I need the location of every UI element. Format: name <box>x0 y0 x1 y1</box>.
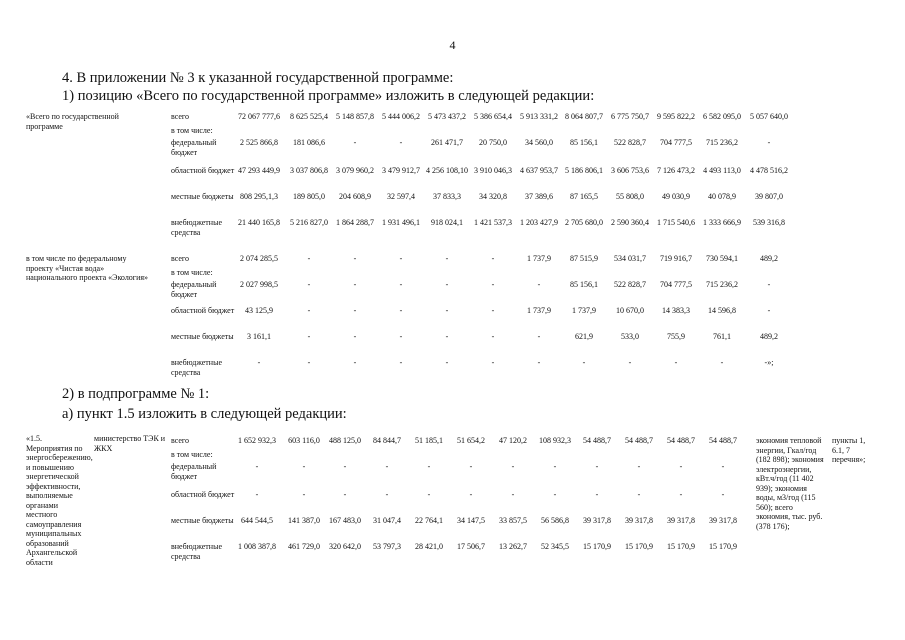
value-cell: 40 078,9 <box>708 192 736 201</box>
value-cell: 704 777,5 <box>660 138 692 147</box>
group-title: «Всего по государственной программе <box>26 112 119 131</box>
row-label: федеральный бюджет <box>171 462 217 481</box>
value-cell: 55 808,0 <box>616 192 644 201</box>
value-cell: - <box>385 462 389 471</box>
value-cell: 320 642,0 <box>329 542 361 551</box>
row-label: местные бюджеты <box>171 332 234 341</box>
value-cell: - <box>302 490 306 499</box>
value-cell: - <box>307 254 311 263</box>
value-cell: - <box>679 490 683 499</box>
value-cell: 31 047,4 <box>373 516 401 525</box>
value-cell: 2 525 866,8 <box>240 138 278 147</box>
value-cell: 47 120,2 <box>499 436 527 445</box>
row-label: федеральный бюджет <box>171 280 217 299</box>
value-cell: 167 483,0 <box>329 516 361 525</box>
value-cell: 20 750,0 <box>479 138 507 147</box>
value-cell: 5 057 640,0 <box>750 112 788 121</box>
value-cell: 37 833,3 <box>433 192 461 201</box>
value-cell: - <box>307 332 311 341</box>
value-cell: 3 079 960,2 <box>336 166 374 175</box>
row-label: в том числе: <box>171 268 213 277</box>
value-cell: 3 910 046,3 <box>474 166 512 175</box>
value-cell: 15 170,9 <box>709 542 737 551</box>
value-cell: 1 203 427,9 <box>520 218 558 227</box>
value-cell: - <box>343 490 347 499</box>
value-cell: 522 828,7 <box>614 280 646 289</box>
value-cell: - <box>767 280 771 289</box>
value-cell: - <box>511 490 515 499</box>
value-cell: 5 148 857,8 <box>336 112 374 121</box>
value-cell: 54 488,7 <box>709 436 737 445</box>
value-cell: 488 125,0 <box>329 436 361 445</box>
item-name: «1.5. Мероприятия по энергосбережению, и повышению энергетической эффективности, выполняемые органами местного самоуправления муниципальных образований Архангельской области <box>26 434 93 567</box>
value-cell: 15 170,9 <box>625 542 653 551</box>
row-label: внебюджетные средства <box>171 542 222 561</box>
value-cell: 6 775 750,7 <box>611 112 649 121</box>
value-cell: 8 064 807,7 <box>565 112 603 121</box>
value-cell: 730 594,1 <box>706 254 738 263</box>
value-cell: 1 931 496,1 <box>382 218 420 227</box>
value-cell: 4 256 108,10 <box>426 166 468 175</box>
group-title: в том числе по федеральному проекту «Чистая вода» национального проекта «Экология» <box>26 254 149 282</box>
value-cell: - <box>674 358 678 367</box>
value-cell: 39 807,0 <box>755 192 783 201</box>
value-cell: 14 596,8 <box>708 306 736 315</box>
value-cell: 84 844,7 <box>373 436 401 445</box>
value-cell: - <box>595 462 599 471</box>
value-cell: 54 488,7 <box>625 436 653 445</box>
value-cell: - <box>537 280 541 289</box>
value-cell: 3 606 753,6 <box>611 166 649 175</box>
value-cell: - <box>445 306 449 315</box>
value-cell: 85 156,1 <box>570 138 598 147</box>
value-cell: 87 165,5 <box>570 192 598 201</box>
value-cell: 1 333 666,9 <box>703 218 741 227</box>
instruction-subheading: 1) позицию «Всего по государственной программе» изложить в следующей редакции: <box>62 88 595 104</box>
value-cell: - <box>595 490 599 499</box>
value-cell: - <box>257 358 261 367</box>
row-label: федеральный бюджет <box>171 138 217 157</box>
value-cell: - <box>399 332 403 341</box>
page-number: 4 <box>449 38 456 52</box>
value-cell: - <box>353 332 357 341</box>
value-cell: 489,2 <box>760 332 778 341</box>
value-cell: 5 444 006,2 <box>382 112 420 121</box>
value-cell: - <box>537 332 541 341</box>
row-label: в том числе: <box>171 126 213 135</box>
value-cell: - <box>353 358 357 367</box>
value-cell: 2 705 680,0 <box>565 218 603 227</box>
value-cell: - <box>491 358 495 367</box>
value-cell: 141 387,0 <box>288 516 320 525</box>
value-cell: - <box>385 490 389 499</box>
row-label: областной бюджет <box>171 490 235 499</box>
value-cell: 15 170,9 <box>583 542 611 551</box>
value-cell: 704 777,5 <box>660 280 692 289</box>
value-cell: 1 737,9 <box>527 306 551 315</box>
value-cell: 52 345,5 <box>541 542 569 551</box>
value-cell: 533,0 <box>621 332 639 341</box>
value-cell: 489,2 <box>760 254 778 263</box>
value-cell: - <box>582 358 586 367</box>
value-cell: 181 086,6 <box>293 138 325 147</box>
program-points: пункты 1, 6.1, 7 перечня»; <box>832 436 866 464</box>
value-cell: 761,1 <box>713 332 731 341</box>
value-cell: 39 317,8 <box>583 516 611 525</box>
value-cell: - <box>255 462 259 471</box>
value-cell: 2 074 285,5 <box>240 254 278 263</box>
value-cell: - <box>445 358 449 367</box>
value-cell: 2 590 360,4 <box>611 218 649 227</box>
value-cell: 51 654,2 <box>457 436 485 445</box>
value-cell: - <box>427 462 431 471</box>
value-cell: - <box>255 490 259 499</box>
value-cell: 808 295,1,3 <box>240 192 278 201</box>
value-cell: - <box>445 332 449 341</box>
value-cell: 461 729,0 <box>288 542 320 551</box>
value-cell: - <box>445 254 449 263</box>
value-cell: - <box>353 254 357 263</box>
value-cell: 1 864 288,7 <box>336 218 374 227</box>
value-cell: - <box>553 462 557 471</box>
value-cell: 34 147,5 <box>457 516 485 525</box>
value-cell: - <box>553 490 557 499</box>
item-heading: а) пункт 1.5 изложить в следующей редакции: <box>62 406 347 422</box>
value-cell: 39 317,8 <box>667 516 695 525</box>
value-cell: 43 125,9 <box>245 306 273 315</box>
value-cell: 108 932,3 <box>539 436 571 445</box>
value-cell: 4 493 113,0 <box>703 166 741 175</box>
value-cell: - <box>720 358 724 367</box>
value-cell: 22 764,1 <box>415 516 443 525</box>
value-cell: 715 236,2 <box>706 138 738 147</box>
row-label: областной бюджет <box>171 166 235 175</box>
row-label: местные бюджеты <box>171 192 234 201</box>
value-cell: - <box>399 280 403 289</box>
row-label: внебюджетные средства <box>171 358 222 377</box>
subprogram-heading: 2) в подпрограмме № 1: <box>62 386 210 402</box>
value-cell: - <box>399 254 403 263</box>
value-cell: - <box>637 462 641 471</box>
row-label: всего <box>171 112 190 121</box>
value-cell: 9 595 822,2 <box>657 112 695 121</box>
value-cell: - <box>511 462 515 471</box>
value-cell: 34 320,8 <box>479 192 507 201</box>
value-cell: - <box>353 306 357 315</box>
value-cell: 7 126 473,2 <box>657 166 695 175</box>
value-cell: - <box>343 462 347 471</box>
value-cell: - <box>302 462 306 471</box>
value-cell: 34 560,0 <box>525 138 553 147</box>
value-cell: 603 116,0 <box>288 436 320 445</box>
value-cell: 1 737,9 <box>572 306 596 315</box>
value-cell: - <box>491 332 495 341</box>
value-cell: 17 506,7 <box>457 542 485 551</box>
value-cell: - <box>307 358 311 367</box>
value-cell: - <box>721 462 725 471</box>
value-cell: - <box>767 306 771 315</box>
value-cell: 10 670,0 <box>616 306 644 315</box>
value-cell: 1 715 540,6 <box>657 218 695 227</box>
value-cell: 54 488,7 <box>583 436 611 445</box>
value-cell: 644 544,5 <box>241 516 273 525</box>
value-cell: 4 637 953,7 <box>520 166 558 175</box>
value-cell: 53 797,3 <box>373 542 401 551</box>
value-cell: - <box>721 490 725 499</box>
value-cell: 14 383,3 <box>662 306 690 315</box>
value-cell: 522 828,7 <box>614 138 646 147</box>
value-cell: 2 027 998,5 <box>240 280 278 289</box>
value-cell: - <box>445 280 449 289</box>
value-cell: 715 236,2 <box>706 280 738 289</box>
value-cell: - <box>469 490 473 499</box>
value-cell: 534 031,7 <box>614 254 646 263</box>
value-cell: - <box>399 138 403 147</box>
value-cell: - <box>307 306 311 315</box>
value-cell: - <box>353 280 357 289</box>
value-cell: 3 479 912,7 <box>382 166 420 175</box>
value-cell: 28 421,0 <box>415 542 443 551</box>
value-cell: 719 916,7 <box>660 254 692 263</box>
value-cell: - <box>628 358 632 367</box>
value-cell: 261 471,7 <box>431 138 463 147</box>
value-cell: 189 805,0 <box>293 192 325 201</box>
value-cell: 49 030,9 <box>662 192 690 201</box>
value-cell: 5 913 331,2 <box>520 112 558 121</box>
value-cell: 87 515,9 <box>570 254 598 263</box>
value-cell: 15 170,9 <box>667 542 695 551</box>
value-cell: 6 582 095,0 <box>703 112 741 121</box>
executor: министерство ТЭК и ЖКХ <box>94 434 166 453</box>
value-cell: - <box>537 358 541 367</box>
value-cell: - <box>399 306 403 315</box>
value-cell: - <box>637 490 641 499</box>
value-cell: 37 389,6 <box>525 192 553 201</box>
row-label: всего <box>171 254 190 263</box>
value-cell: 21 440 165,8 <box>238 218 280 227</box>
value-cell: 5 216 827,0 <box>290 218 328 227</box>
value-cell: 1 008 387,8 <box>238 542 276 551</box>
value-cell: 33 857,5 <box>499 516 527 525</box>
value-cell: 3 161,1 <box>247 332 271 341</box>
value-cell: - <box>353 138 357 147</box>
value-cell: - <box>399 358 403 367</box>
value-cell: - <box>491 254 495 263</box>
value-cell: 85 156,1 <box>570 280 598 289</box>
value-cell: 32 597,4 <box>387 192 415 201</box>
value-cell: 3 037 806,8 <box>290 166 328 175</box>
value-cell: - <box>767 138 771 147</box>
row-label: местные бюджеты <box>171 516 234 525</box>
value-cell: - <box>307 280 311 289</box>
value-cell: 72 067 777,6 <box>238 112 280 121</box>
value-cell: 1 737,9 <box>527 254 551 263</box>
value-cell: 755,9 <box>667 332 685 341</box>
value-cell: 4 478 516,2 <box>750 166 788 175</box>
value-cell: 51 185,1 <box>415 436 443 445</box>
row-label: в том числе: <box>171 450 213 459</box>
value-cell: - <box>427 490 431 499</box>
value-cell: 39 317,8 <box>709 516 737 525</box>
value-cell: - <box>491 280 495 289</box>
value-cell: 621,9 <box>575 332 593 341</box>
value-cell: - <box>679 462 683 471</box>
value-cell: 1 652 932,3 <box>238 436 276 445</box>
value-cell: 5 473 437,2 <box>428 112 466 121</box>
row-label: всего <box>171 436 190 445</box>
value-cell: -»; <box>764 358 774 367</box>
value-cell: 204 608,9 <box>339 192 371 201</box>
value-cell: 54 488,7 <box>667 436 695 445</box>
value-cell: 5 186 806,1 <box>565 166 603 175</box>
value-cell: 56 586,8 <box>541 516 569 525</box>
value-cell: 539 316,8 <box>753 218 785 227</box>
value-cell: 47 293 449,9 <box>238 166 280 175</box>
row-label: областной бюджет <box>171 306 235 315</box>
row-label: внебюджетные средства <box>171 218 222 237</box>
value-cell: 1 421 537,3 <box>474 218 512 227</box>
value-cell: 13 262,7 <box>499 542 527 551</box>
value-cell: - <box>469 462 473 471</box>
instruction-heading: 4. В приложении № 3 к указанной государственной программе: <box>62 70 454 86</box>
value-cell: 5 386 654,4 <box>474 112 512 121</box>
value-cell: - <box>491 306 495 315</box>
value-cell: 39 317,8 <box>625 516 653 525</box>
value-cell: 8 625 525,4 <box>290 112 328 121</box>
expected-result: экономия тепловой энергии, Гкал/год (182 898); экономия электроэнергии, кВт.ч/год (11 402 939); экономия воды, м3/год (115 560); всего экономия, тыс. руб. (378 176); <box>756 436 824 531</box>
value-cell: 918 024,1 <box>431 218 463 227</box>
